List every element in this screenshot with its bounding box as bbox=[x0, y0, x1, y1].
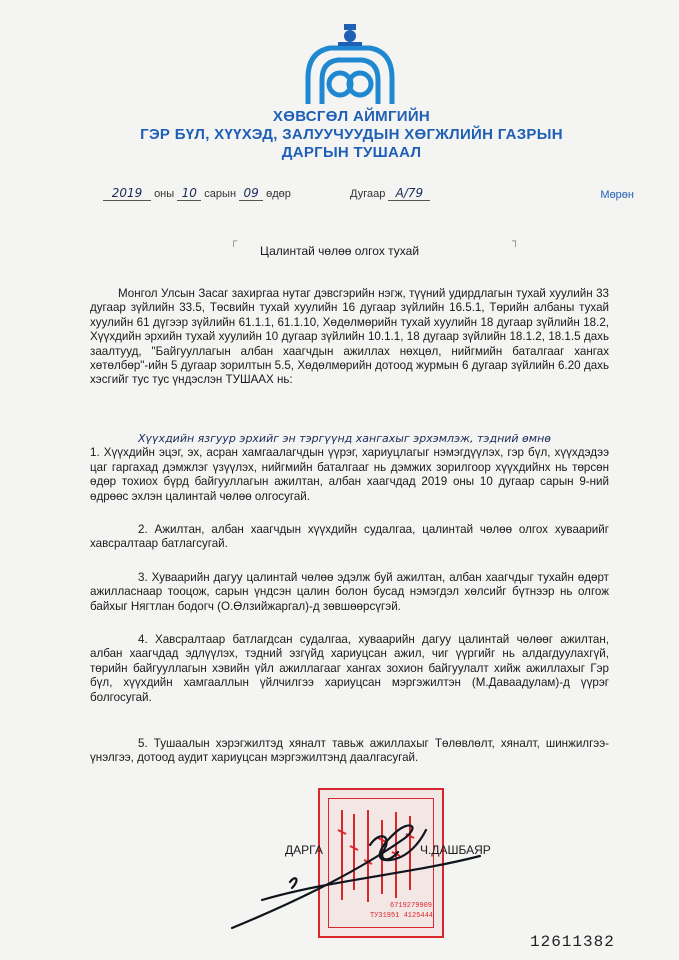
signatory-title: ДАРГА bbox=[285, 843, 323, 857]
date-month: 10 bbox=[177, 186, 201, 201]
date-month-label: сарын bbox=[204, 188, 237, 200]
city-name: Мөрөн bbox=[600, 189, 634, 201]
date-day: 09 bbox=[239, 186, 263, 201]
item-5 bbox=[90, 737, 609, 766]
item-1 bbox=[90, 432, 609, 504]
corner-mark-right: ┐ bbox=[512, 236, 520, 247]
item-5-text: 5. Тушаалын хэрэгжилтэд хяналт тавьж ажиллахыг Төлөвлөлт, хяналт, шинжилгээ- үнэлгээ, дотоод аудит хариуцсан мэргэжилтэнд даалгасугай. bbox=[90, 737, 609, 765]
date-year: 2019 bbox=[103, 186, 151, 201]
order-title: ДАРГЫН ТУШААЛ bbox=[281, 144, 422, 161]
document-serial-number: 12611382 bbox=[530, 933, 615, 951]
intro-paragraph bbox=[90, 287, 609, 388]
soyombo-emblem-icon bbox=[300, 18, 400, 108]
order-subject: Цалинтай чөлөө олгох тухай bbox=[259, 244, 420, 258]
intro-text: Монгол Улсын Засаг захиргаа нутаг дэвсгэрийн нэгж, түүний удирдлагын тухай хуулийн 33 дугаар зүйлийн 33.5, Төсвийн тухай хуулийн 16 дугаар зүйлийн 16.5.1, Төрийн албаны тухай хуулийн 61 дүгээр зүйлийн 61.1.1, 61.1.10, Хөдөлмөрийн тухай хуулийн 18 дугаар зүйлийн 18.2, Хүүхдийн эрхийн тухай хуулийн 10 дугаар зүйлийн 10.1.1, 18 дугаар зүйлийн 18.1.2, 18.1.5 дахь заалтууд, "Байгууллагын албан хаагчдын ажиллах нөхцөл, нийгмийн баталгааг хангах хөтөлбөр"-ийн 5 дугаар зорилтын 5.5, Хөдөлмөрийн дотоод журмын 6 дугаар зүйлийн 6.20 дахь хэсгийг тус тус үндэслэн ТУШААХ нь: bbox=[90, 287, 609, 387]
signatory-name: Ч.ДАШБАЯР bbox=[420, 843, 491, 857]
item-3 bbox=[90, 571, 609, 614]
order-number-label: Дугаар bbox=[350, 188, 386, 200]
date-line bbox=[103, 186, 291, 201]
item-3-text: 3. Хуваарийн дагуу цалинтай чөлөө эдэлж буй ажилтан, албан хаагчдыг тухайн өдөрт ажилласнаар тооцож, сарын үндсэн цалин болон бусад нэмэгдэл хөлсийг бүтнээр нь олгож байхыг Нягтлан бодогч (О.Өлзийжаргал)-д зөвшөөрсүгэй. bbox=[90, 571, 609, 613]
corner-mark-left: ┌ bbox=[230, 236, 238, 247]
item-4 bbox=[90, 633, 609, 705]
date-year-label: оны bbox=[154, 188, 175, 200]
org-name-line2: ГЭР БҮЛ, ХҮҮХЭД, ЗАЛУУЧУУДЫН ХӨГЖЛИЙН ГАЗРЫН bbox=[140, 126, 563, 143]
order-number: А/79 bbox=[388, 186, 430, 201]
seal-code: ТУ31951 4125444 bbox=[370, 912, 434, 920]
item-2-text: 2. Ажилтан, албан хаагчдын хүүхдийн судалгаа, цалинтай чөлөө олгох хуваарийг хавсралтаар батлагсугай. bbox=[90, 523, 609, 551]
org-name-line1: ХӨВСГӨЛ АЙМГИЙН bbox=[272, 108, 431, 125]
order-number-line bbox=[350, 186, 430, 201]
official-seal bbox=[318, 788, 444, 938]
seal-register: 6719279909 bbox=[390, 902, 433, 910]
item-4-text: 4. Хавсралтаар батлагдсан судалгаа, хуваарийн дагуу цалинтай чөлөөг ажилтан, албан хаагчдад эдлүүлэх, тэдний эзгүйд хариуцсан ажил, чиг үүргийг нь алдагдуулахгүй, төрийн байгууллагын хэвийн үйл ажиллагааг хангах зохион байгуулалт хийж ажиллахыг Гэр бүл, хүүхдийн хамгааллын үйлчилгээ хариуцсан мэргэжилтэн (М.Даваадулам)-д үүрэг болгосугай. bbox=[90, 633, 609, 704]
item-1-handwritten: Хүүхдийн язгуур эрхийг эн тэргүүнд хангахыг эрхэмлэж, тэдний өмнө bbox=[138, 432, 552, 445]
date-day-label: өдөр bbox=[266, 188, 291, 200]
item-1-text: 1. Хүүхдийн эцэг, эх, асран хамгаалагчдын үүрэг, хариуцлагыг нэмэгдүүлэх, гэр бүл, хүүхдэдээ цаг гаргахад дэмжлэг үзүүлэх, нийгмийн баталгааг нь дэмжих зорилгоор хүүхдийнх нь төрсөн өдөр тохиох бүрд байгууллагын ажилтан, албан хаагчдад 2019 оны 10 дугаар сарын 9-ний өдрөөс эхлэн цалинтай чөлөө олгосугай. bbox=[90, 446, 609, 503]
item-2 bbox=[90, 523, 609, 552]
